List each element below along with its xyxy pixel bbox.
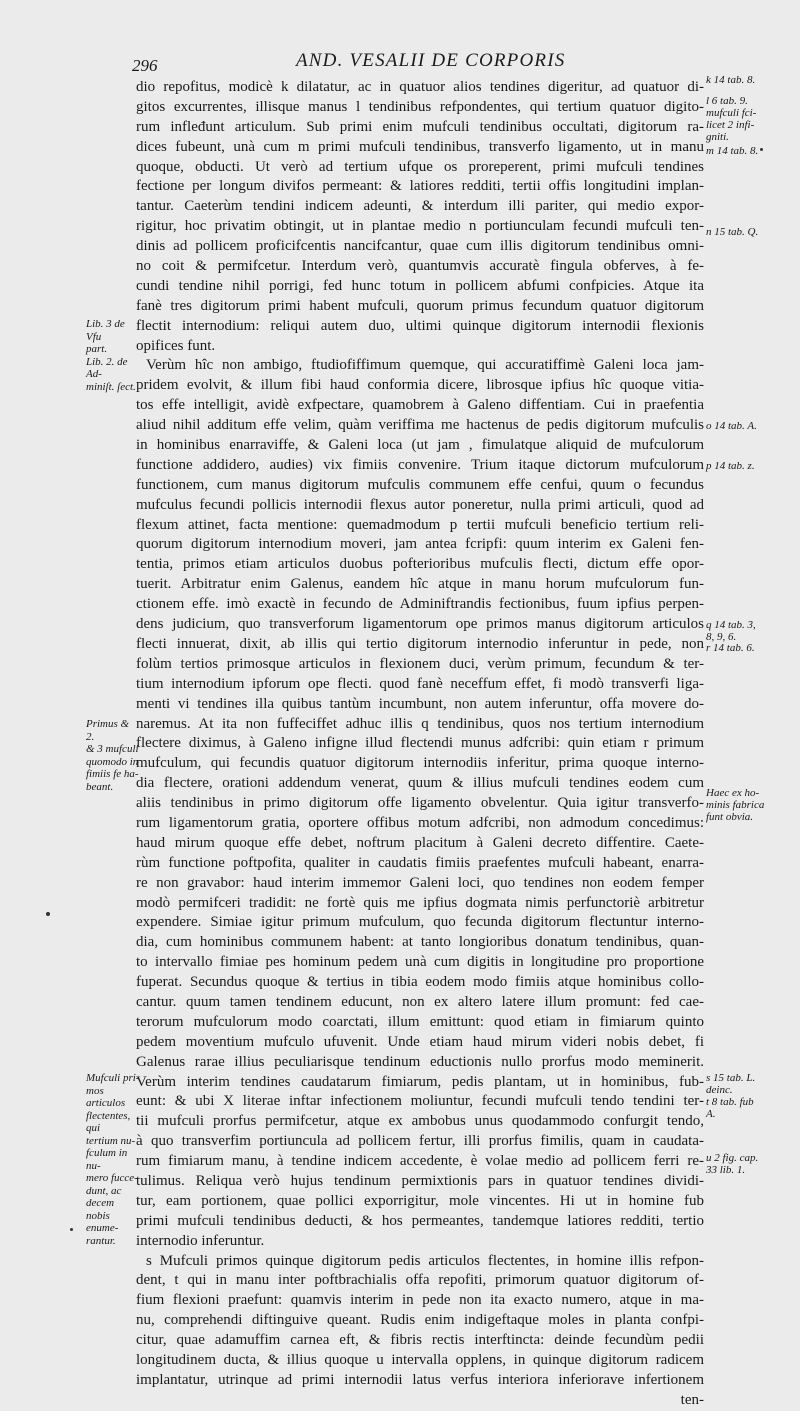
- text-line: flexum attinet, facta mentione: quemadmodum p tertii mufculi beneficio tertium reli-: [136, 516, 704, 533]
- margin-note-line: flectentes, qui: [86, 1109, 131, 1134]
- text-line: cantur. quum tamen tendinem educunt, non ex altero latere illum promunt: fed cae-: [136, 993, 704, 1010]
- margin-note-line: u 2 fig. cap.: [706, 1152, 759, 1164]
- margin-note-line: t 8 tab. fub: [706, 1096, 754, 1108]
- margin-note-line: mufculi fci-: [706, 107, 757, 119]
- text-line: flecti innuerat, dixit, ab illis qui tertio digitorum internodio inferuntur in pede, non: [136, 635, 704, 652]
- text-line: internodio inferuntur.: [136, 1232, 265, 1249]
- text-line: ten-: [680, 1391, 704, 1408]
- margin-note-line: m 14 tab. 8.: [706, 145, 759, 157]
- margin-note-line: Lib. 3 de Vfu: [86, 318, 125, 343]
- text-line: naremus. At ita non fuffeciffet adhuc illis q tendinibus, quos nos tertium internodium: [136, 715, 704, 732]
- text-line: modò permifceri tradidit: ne fortè quis me ipfius dogmata nimis perfunctoriè arbitretur: [136, 894, 704, 911]
- margin-note-line: nobis enume-: [86, 1209, 119, 1234]
- right-margin-note: [706, 95, 798, 143]
- text-line: menti vi tendines illa quibus tantùm incumbunt, non autem inferuntur, offa movere do-: [136, 695, 704, 712]
- text-line: flectit internodium: reliqui autem duo, ultimi quinque digitorum internodii flexionis: [136, 317, 704, 334]
- text-line: gitos excurrentes, illisque manus l tendinibus refpondentes, qui tertium quatuor digito-: [136, 98, 704, 115]
- text-line: tentia, primos etiam articulos duobus pofterioribus mufculis flecti, dictum effe opor-: [136, 556, 704, 573]
- text-line: mufculus fecundi pollicis internodii flexus autor poneretur, nulla primi articuli, quod ad: [136, 496, 704, 513]
- text-line: tii mufculi prorfus permifcetur, atque ex ambobus unus quodammodo confurgit tendo,: [136, 1113, 704, 1130]
- text-line: tuerit. Arbitratur enim Galenus, eandem hîc atque in manu horum mufculorum fun-: [136, 576, 704, 593]
- text-line: functione addidero, audies) vix fimiis convenire. Trium itaque dictorum mufculorum: [136, 456, 704, 473]
- text-line: functionem, cum manus digitorum mufculis communem effe cenfui, quum o fecundus: [136, 476, 704, 493]
- page-header: [130, 50, 710, 74]
- text-line: tium internodium ipforum ope flecti. quod fanè neceffum effet, fi modò transverfi liga-: [136, 675, 704, 692]
- text-line: quoque, obducti. Ut verò ad tertium ufque os proreperent, primi mufculi tendines: [136, 158, 704, 175]
- text-line: re non gravabor: haud interim immemor Galeni loci, quo tendines non eodem femper: [136, 874, 704, 891]
- text-line: s Mufculi primos quinque digitorum pedis articulos flectentes, in homine illis refpon-: [146, 1252, 704, 1269]
- margin-note-line: mos articulos: [86, 1084, 126, 1109]
- page-number: 296: [132, 56, 158, 75]
- margin-note-line: part.: [86, 343, 108, 355]
- text-line: Verùm interim tendines caudatarum fimiarum, pedis plantam, ut in hominibus, fub-: [136, 1073, 704, 1090]
- text-line: rùm functione poftpofita, qualiter in caudatis fimiis praefentes mufculi habeant, enarra-: [136, 854, 704, 871]
- margin-note-line: mero fucce-: [86, 1172, 138, 1184]
- margin-note-line: s 15 tab. L.: [706, 1072, 756, 1084]
- margin-note-line: fculum in nu-: [86, 1147, 128, 1172]
- margin-note-line: minis fabrica: [706, 799, 765, 811]
- text-line: longitudinem ducta, & illius quoque u intervalla opplens, in quinque digitorum radicem: [136, 1352, 704, 1368]
- text-line: aliud nihil additum effe velim, quàm veriffima me hactenus de pedis digitorum mufculis: [136, 417, 704, 434]
- text-line: dio repofitus, modicè k dilatatur, ac in quatuor alios tendines digeritur, ad quatuor di-: [136, 79, 704, 95]
- text-line: ctionem effe. imò exactè in fecundo de Adminiftrandis fectionibus, fuum ipfius perpen-: [136, 596, 704, 613]
- text-line: nu, comprehendi diftinguive queant. Rudis enim indigeftaque moles in planta confpi-: [136, 1312, 704, 1329]
- right-margin-note: [706, 226, 798, 238]
- text-line: tur, eam portionem, quae pollici exporrigitur, mole vincentes. Hi ut in homine fub: [136, 1192, 704, 1209]
- right-margin-note: [706, 642, 798, 654]
- text-line: eunt: & ubi X literae inftar infectionem moliuntur, fecundi mufculi tendo tendini ter-: [136, 1093, 704, 1110]
- text-line: à quo transverfim portiuncula ad pollicem fertur, illi prorfus fimilis, quam in caudata-: [136, 1133, 704, 1150]
- body-text: [136, 78, 704, 1411]
- text-line: primi mufculi tendinibus deducti, & hos permeantes, tandemque latiores redditi, tertio: [136, 1212, 704, 1229]
- text-line: fium flexioni praefunt: quamvis interim in pede non ita exacto numero, atque in ma-: [136, 1292, 704, 1309]
- running-title: AND. VESALII DE CORPORIS: [296, 50, 566, 71]
- margin-note-line: deinc.: [706, 1084, 733, 1096]
- margin-note-line: fimiis fe ha-: [86, 768, 139, 780]
- margin-note-line: rantur.: [86, 1234, 116, 1247]
- margin-note-line: o 14 tab. A.: [706, 420, 757, 432]
- margin-note-line: miniſt. ſect.: [86, 380, 136, 393]
- margin-note-line: 33 lib. 1.: [706, 1164, 746, 1176]
- margin-note-line: & 3 mufculi: [86, 743, 139, 755]
- text-line: fectione per longum divifos permeant: & latiores redditi, tertii offis longitudini implan-: [136, 178, 704, 195]
- right-margin-note: [706, 145, 798, 157]
- right-margin-note: [706, 420, 798, 432]
- text-line: quorum digitorum internodium moveri, jam antea fcripfi: quum interim ex Galeni fen-: [136, 536, 704, 553]
- right-margin-note: [706, 619, 798, 643]
- margin-note-line: funt obvia.: [706, 811, 754, 823]
- margin-note-line: l 6 tab. 9.: [706, 95, 748, 107]
- text-line: no coit & permifcetur. Interdum verò, quantumvis accuratè fingula obferves, à fe-: [136, 258, 704, 275]
- margin-note-line: dunt, ac decem: [86, 1184, 122, 1209]
- margin-note-line: tertium nu-: [86, 1134, 136, 1147]
- text-line: dent, t qui in manu inter poftbrachialis offa repofiti, primorum quatuor digitorum of-: [136, 1272, 704, 1289]
- margin-note-line: gniti.: [706, 131, 729, 143]
- margin-note-line: r 14 tab. 6.: [706, 642, 755, 654]
- text-line: folùm tertios primosque articulos in flexionem duci, verùm primum, fecundum & ter-: [136, 655, 704, 672]
- text-line: dia, cum hominibus communem habent: at tanto longioribus donatum tendinibus, quan-: [136, 934, 704, 951]
- right-margin-note: [706, 460, 798, 472]
- right-margin-note: [706, 1152, 798, 1176]
- text-line: fanè tres digitorum primi habent mufculi, quorum primus fecundum quatuor digitorum: [136, 297, 704, 314]
- text-line: opifices funt.: [136, 337, 216, 354]
- text-line: fuperat. Secundus quoque & tertius in tibia eodem modo fimiis atque hominibus collo-: [136, 974, 704, 991]
- left-margin-note: [86, 718, 140, 793]
- text-line: flectere diximus, à Galeno infigne illud flectendi munus adfcribi: quin etiam r primum: [136, 735, 704, 752]
- text-line: tulimus. Reliqua verò hujus tendinum permixtionis pars in quatuor tendines dividi-: [136, 1172, 704, 1189]
- text-line: pridem evolvit, & illum fibi haud conformia dicere, librosque ipfius hîc quoque vitia-: [136, 377, 704, 394]
- text-line: expendere. Simiae igitur primum mufculum, quo fecunda digitorum flectuntur interno-: [136, 914, 704, 931]
- text-line: rum infleđunt articulum. Sub primi enim mufculi tendinibus occultati, digitorum ra-: [136, 118, 704, 135]
- text-line: tantur. Caeterùm tendini indicem adeunti, & interdum illi pariter, qui medio expor-: [136, 198, 704, 215]
- text-line: dens judicium, quo transverforum ligamentorum ope primos manus digitorum articulos: [136, 616, 704, 633]
- text-line: tos effe intelligit, avidè exfpectare, quamobrem à Galeno diffentiam. Cui in praefentia: [136, 397, 704, 414]
- margin-note-line: Lib. 2. de Ad-: [86, 355, 128, 380]
- margin-note-line: n 15 tab. Q.: [706, 226, 759, 238]
- ink-speck: [70, 1228, 73, 1231]
- margin-note-line: k 14 tab. 8.: [706, 74, 756, 86]
- margin-note-line: Haec ex ho-: [706, 787, 760, 799]
- left-margin-note: [86, 1072, 140, 1247]
- text-line: rigitur, hoc privatim obtingit, ut in plantae medio n portiunculam fecundi mufculi ten-: [136, 218, 704, 235]
- text-line: implantatur, utrinque ad primi internodii latus verfus interiora inferiorave infertionem: [136, 1371, 704, 1388]
- margin-note-line: quomodo in: [86, 755, 139, 768]
- margin-note-line: Primus & 2.: [86, 718, 130, 743]
- margin-note-line: p 14 tab. z.: [706, 460, 755, 472]
- right-margin-note: [706, 74, 798, 86]
- ink-speck: [760, 148, 763, 151]
- margin-note-line: Mufculi pri-: [86, 1072, 140, 1084]
- text-line: rum ligamentorum gratia, oportere offibus motum adfcribi, non admodum concedimus:: [136, 814, 704, 831]
- text-line: in hominibus enarraviffe, & Galeni loca (ut jam , fimulatque aliquid de mufculorum: [136, 437, 704, 454]
- text-line: citur, quae adamuffim carnea eft, & fibris rectis interftincta: deinde fecundùm pedii: [136, 1332, 704, 1349]
- text-line: terorum mufculorum modo coarctati, illum emittunt: quod etiam in fimiarum quinto: [136, 1013, 704, 1030]
- text-line: haud mirum quoque effe debet, noftrum placitum à Galeni decreto diffentire. Caete-: [136, 834, 704, 851]
- text-line: dinis ad pollicem proficifcentis nancifcantur, quae cum illis digitorum tendinibus omni-: [136, 238, 704, 255]
- margin-note-line: A.: [706, 1108, 716, 1120]
- text-line: to intervallo fimiae pes hominum pedem unà cum digitis in longitudine pro proportione: [136, 954, 704, 971]
- text-line: aliis tendinibus in primo digitorum offe ligamento obvelentur. Quia igitur transverfo-: [136, 795, 704, 812]
- right-margin-note: [706, 1072, 798, 1120]
- text-line: rum fimiarum manu, à tendine indicem accedente, è volae medio ad pollicem ferri re-: [136, 1153, 704, 1170]
- right-margin-note: [706, 787, 798, 823]
- margin-note-line: licet 2 infi-: [706, 119, 755, 131]
- text-line: Galenus rarae illius peculiarisque tendinum eductionis nullo prorfus modo meminerit.: [136, 1053, 704, 1070]
- margin-note-line: q 14 tab. 3,: [706, 619, 756, 631]
- text-line: dices fubeunt, unà cum m primi mufculi tendinibus, transverfo ligamento, ut in manu: [136, 138, 704, 155]
- text-line: Verùm hîc non ambigo, ftudiofiffimum quemque, qui accuratiffimè Galeni loca jam-: [146, 357, 704, 374]
- text-line: cundi tendine nihil porrigi, fed hunc totum in pollicem abfumi confpicies. Atque ita: [136, 277, 704, 294]
- ink-speck: [46, 912, 50, 916]
- margin-note-line: 8, 9, 6.: [706, 631, 737, 643]
- text-line: dia flectere, orationi addendum venerat, quum & illius mufculi tendines eodem cum: [136, 775, 704, 792]
- margin-note-line: beant.: [86, 780, 114, 793]
- text-line: pedem moventium mufculo ufuvenit. Unde etiam haud mirum videri nobis debet, fi: [136, 1033, 704, 1050]
- text-line: mufculum, qui fecundis quatuor digitorum internodiis inferitur, prima quoque interno-: [136, 755, 704, 772]
- left-margin-note: [86, 318, 140, 393]
